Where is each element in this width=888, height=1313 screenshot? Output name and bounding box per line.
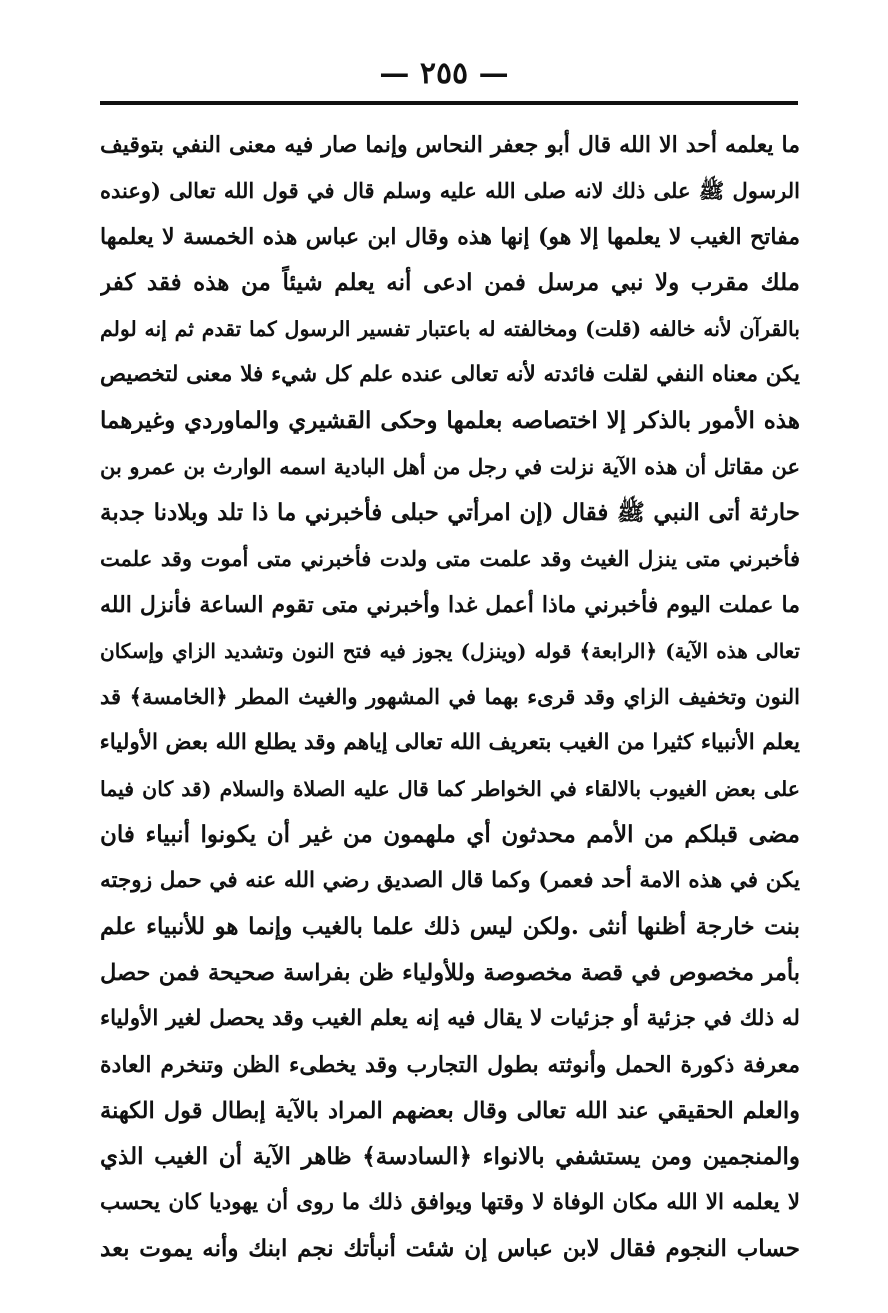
text-line: حساب النجوم فقال لابن عباس إن شئت أنبأتك نجم ابنك وأنه يموت بعد — [100, 1235, 800, 1262]
text-line: ما عملت اليوم فأخبرني ماذا أعمل غدا وأخبرني متى تقوم الساعة فأنزل الله — [100, 592, 800, 618]
text-line: هذه الأمور بالذكر إلا اختصاصه بعلمها وحكى القشيري والماوردي وغيرهما — [100, 407, 800, 434]
text-line: مفاتح الغيب لا يعلمها إلا هو) إنها هذه وقال ابن عباس هذه الخمسة لا يعلمها — [100, 224, 800, 250]
text-line: له ذلك في جزئية أو جزئيات لا يقال فيه إنه يعلم الغيب وقد يحصل لغير الأولياء — [100, 1006, 800, 1031]
text-line: النون وتخفيف الزاي وقد قرىء بهما في المشهور والغيث المطر ﴿الخامسة﴾ قد — [100, 684, 800, 709]
text-line: مضى قبلكم من الأمم محدثون أي ملهمون من غير أن يكونوا أنبياء فان — [100, 821, 800, 848]
text-line: يكن في هذه الامة أحد فعمر) وكما قال الصديق رضي الله عنه في حمل زوجته — [100, 868, 800, 893]
text-line: الرسول ﷺ على ذلك لانه صلى الله عليه وسلم قال في قول الله تعالى (وعنده — [100, 178, 800, 203]
text-line: والمنجمين ومن يستشفي بالانواء ﴿السادسة﴾ ظاهر الآية أن الغيب الذي — [100, 1143, 800, 1170]
text-line: فأخبرني متى ينزل الغيث وقد علمت متى ولدت فأخبرني متى أموت وقد علمت — [100, 546, 800, 571]
text-line: على بعض الغيوب بالالقاء في الخواطر كما قال عليه الصلاة والسلام (قد كان فيما — [100, 777, 800, 801]
text-line: لا يعلمه الا الله مكان الوفاة لا وقتها ويوافق ذلك ما روى أن يهوديا كان يحسب — [100, 1190, 800, 1215]
header-rule — [100, 101, 798, 105]
text-line: يكن معناه النفي لقلت فائدته لأنه تعالى عنده علم كل شيء فلا معنى لتخصيص — [100, 362, 800, 387]
text-line: ملك مقرب ولا نبي مرسل فمن ادعى أنه يعلم شيئاً من هذه فقد كفر — [100, 269, 800, 296]
page-number: — ٢٥٥ — — [379, 56, 509, 91]
text-line: والعلم الحقيقي عند الله تعالى وقال بعضهم المراد بالآية إبطال قول الكهنة — [100, 1098, 800, 1124]
text-line: بأمر مخصوص في قصة مخصوصة وللأولياء ظن بفراسة صحيحة فمن حصل — [100, 960, 800, 986]
text-line: معرفة ذكورة الحمل وأنوثته بطول التجارب وقد يخطىء الظن وتنخرم العادة — [100, 1052, 800, 1078]
text-line: بالقرآن لأنه خالفه (قلت) ومخالفته له باعتبار تفسير الرسول كما تقدم ثم إنه لولم — [100, 317, 800, 341]
text-line: حارثة أتى النبي ﷺ فقال (إن امرأتي حبلى فأخبرني ما ذا تلد وبلادنا جدبة — [100, 499, 800, 526]
text-line: عن مقاتل أن هذه الآية نزلت في رجل من أهل البادية اسمه الوارث بن عمرو بن — [100, 454, 800, 479]
text-line: بنت خارجة أظنها أنثى .ولكن ليس ذلك علما بالغيب وإنما هو للأنبياء علم — [100, 913, 800, 940]
body-text — [100, 122, 800, 1272]
text-line: ما يعلمه أحد الا الله قال أبو جعفر النحاس وإنما صار فيه معنى النفي بتوقيف — [100, 132, 800, 158]
text-line: يعلم الأنبياء كثيرا من الغيب بتعريف الله تعالى إياهم وقد يطلع الله بعض الأولياء — [100, 730, 800, 755]
text-line: تعالى هذه الآية) ﴿الرابعة﴾ قوله (وينزل) يجوز فيه فتح النون وتشديد الزاي وإسكان — [100, 639, 800, 663]
